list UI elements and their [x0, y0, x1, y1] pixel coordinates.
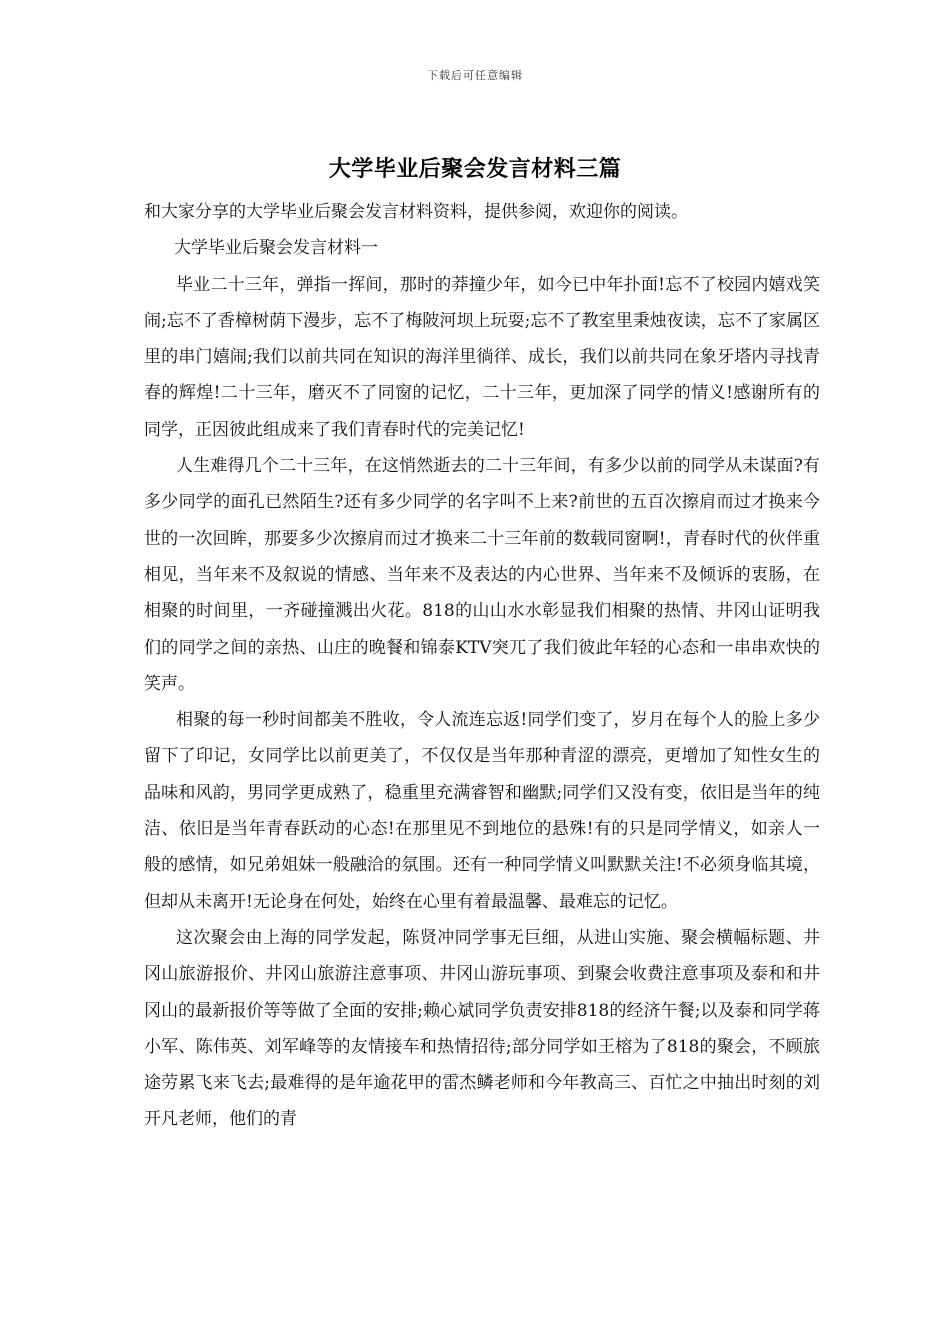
document-title: 大学毕业后聚会发言材料三篇 — [328, 156, 622, 182]
body-paragraph-4: 这次聚会由上海的同学发起，陈贤冲同学事无巨细，从进山实施、聚会横幅标题、井冈山旅游报价、井冈山旅游注意事项、井冈山游玩事项、到聚会收费注意事项及泰和和井冈山的最新报价等等做了全面的安排;赖心斌同学负责安排818的经济午餐;以及泰和同学蒋小军、陈伟英、刘军峰等的友情接车和热情招待;部分同学如王榕为了818的聚会，不顾旅途劳累飞来飞去;最难得的是年逾花甲的雷杰鳞老师和今年教高三、百忙之中抽出时刻的刘开凡老师，他们的青 — [144, 927, 820, 1130]
body-paragraph-3: 相聚的每一秒时间都美不胜收，令人流连忘返!同学们变了，岁月在每个人的脸上多少留下了印记，女同学比以前更美了，不仅仅是当年那种青涩的漂亮，更增加了知性女生的品味和风韵，男同学更成熟了，稳重里充满睿智和幽默;同学们又没有变，依旧是当年的纯洁、依旧是当年青春跃动的心态!在那里见不到地位的悬殊!有的只是同学情义，如亲人一般的感情，如兄弟姐妹一般融洽的氛围。还有一种同学情义叫默默关注!不必须身临其境，但却从未离开!无论身在何处，始终在心里有着最温馨、最难忘的记忆。 — [144, 710, 820, 912]
section-heading: 大学毕业后聚会发言材料一 — [174, 238, 378, 259]
header-note: 下载后可任意编辑 — [427, 69, 523, 82]
body-paragraph-2: 人生难得几个二十三年，在这悄然逝去的二十三年间，有多少以前的同学从未谋面?有多少同学的面孔已然陌生?还有多少同学的名字叫不上来?前世的五百次擦肩而过才换来今世的一次回眸，那要多少次擦肩而过才换来二十三年前的数载同窗啊!，青春时代的伙伴重相见，当年来不及叙说的情感、当年来不及表达的内心世界、当年来不及倾诉的衷肠，在相聚的时间里，一齐碰撞溅出火花。818的山山水水彰显我们相聚的热情、井冈山证明我们的同学之间的亲热、山庄的晚餐和锦泰KTV突兀了我们彼此年轻的心态和一串串欢快的笑声。 — [144, 456, 820, 694]
document-body — [144, 194, 820, 1138]
intro-paragraph: 和大家分享的大学毕业后聚会发言材料资料，提供参阅，欢迎你的阅读。 — [144, 202, 688, 222]
body-paragraph-1: 毕业二十三年，弹指一挥间，那时的莽撞少年，如今已中年扑面!忘不了校园内嬉戏笑闹;忘不了香樟树荫下漫步，忘不了梅陂河坝上玩耍;忘不了教室里秉烛夜读，忘不了家属区里的串门嬉闹;我们以前共同在知识的海洋里徜徉、成长，我们以前共同在象牙塔内寻找青春的辉煌!二十三年，磨灭不了同窗的记忆，二十三年，更加深了同学的情义!感谢所有的同学，正因彼此组成来了我们青春时代的完美记忆! — [144, 274, 820, 440]
